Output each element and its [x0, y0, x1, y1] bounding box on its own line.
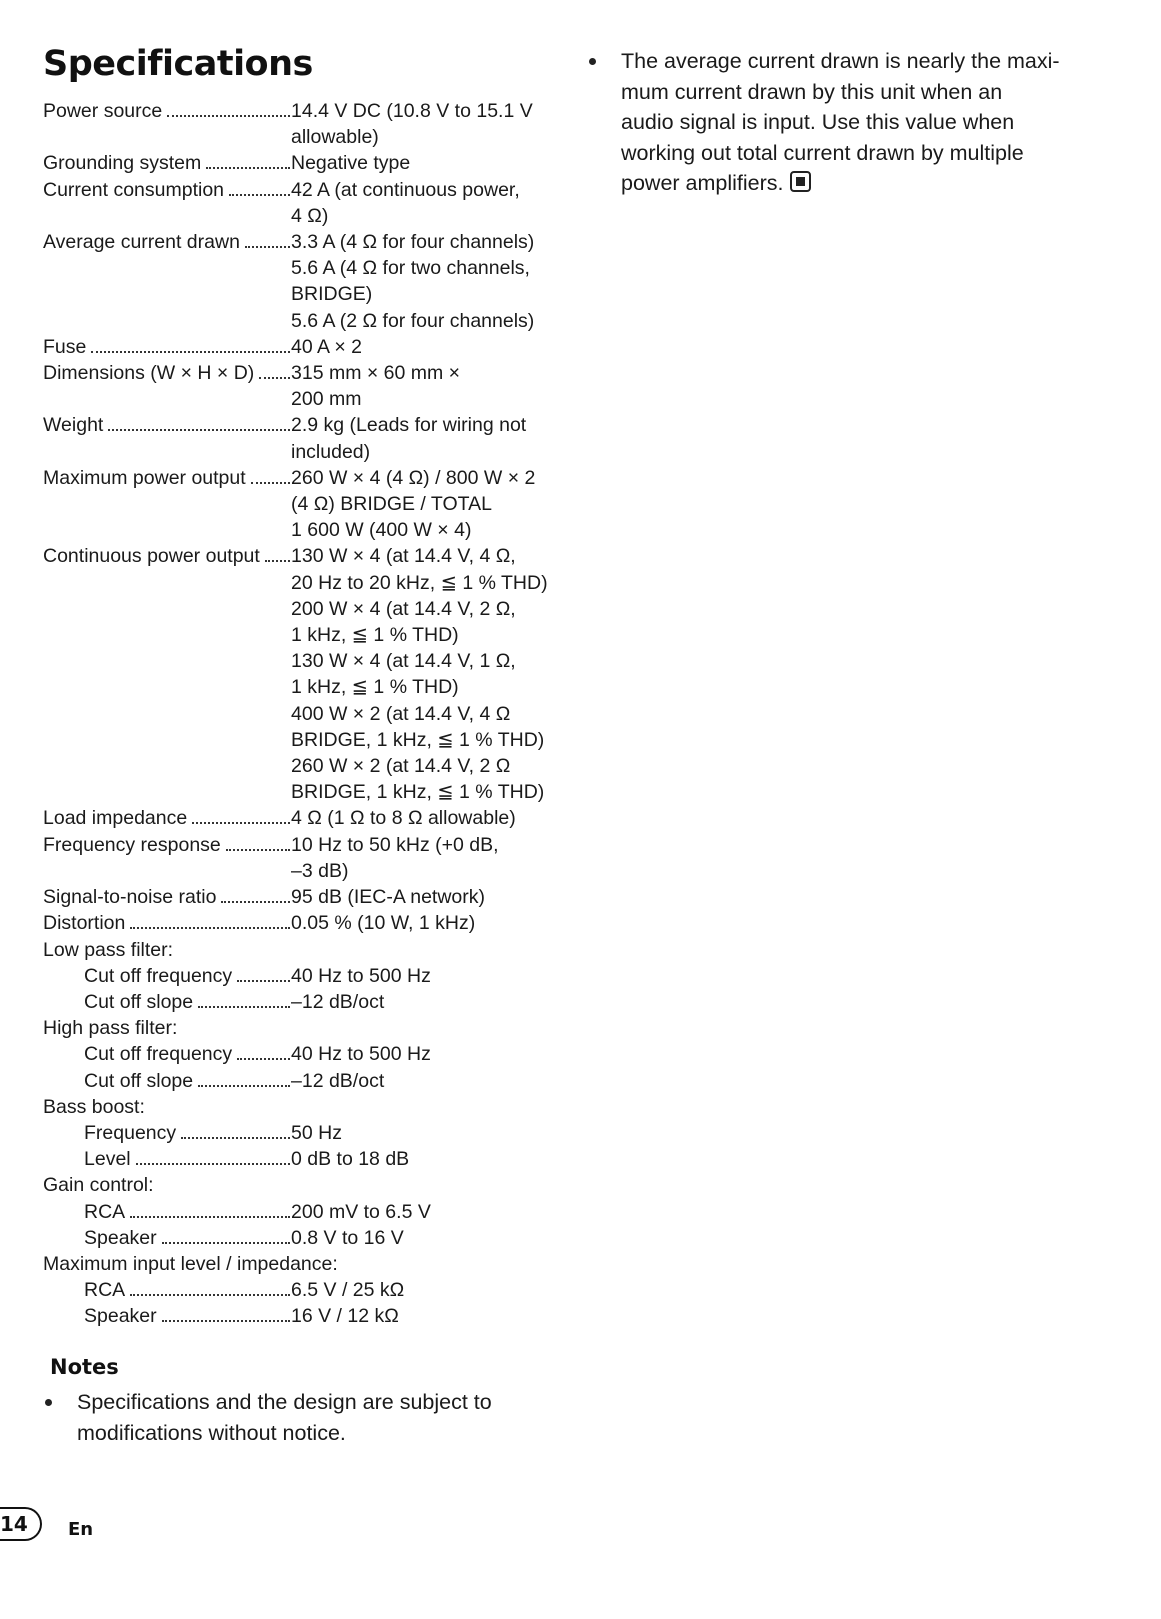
spec-value	[291, 465, 563, 544]
spec-value	[291, 150, 563, 176]
spec-category	[43, 1015, 563, 1041]
spec-label: Frequency response	[43, 833, 221, 856]
spec-value-line: 95 dB (IEC-A network)	[291, 886, 485, 909]
spec-value-line: 40 A × 2	[291, 335, 363, 358]
dot-leader	[237, 980, 290, 982]
spec-row	[43, 832, 563, 884]
spec-row	[43, 150, 563, 176]
specifications-list	[43, 98, 563, 1330]
spec-label: Speaker	[84, 1226, 157, 1249]
dot-leader	[245, 246, 290, 248]
spec-row	[43, 989, 563, 1015]
note-text-line: modifications without notice.	[77, 1420, 346, 1445]
spec-row	[43, 963, 563, 989]
spec-row	[43, 465, 563, 544]
spec-value	[291, 805, 563, 831]
spec-label: Cut off slope	[84, 990, 194, 1013]
spec-label: Frequency	[84, 1121, 177, 1144]
bullet-icon	[589, 58, 596, 65]
dot-leader	[226, 849, 290, 851]
right-note-line-text: working out total current drawn by multiple	[621, 140, 1024, 165]
spec-row	[43, 412, 563, 464]
spec-value	[291, 1303, 563, 1329]
spec-value	[291, 1225, 563, 1251]
spec-label: Maximum power output	[43, 466, 246, 489]
right-note-line-text: power amplifiers.	[621, 171, 784, 195]
spec-value	[291, 360, 563, 412]
spec-row	[43, 1068, 563, 1094]
spec-value-line: allowable)	[291, 126, 379, 149]
dot-leader	[108, 429, 290, 431]
spec-row	[43, 805, 563, 831]
spec-value-line: 400 W × 2 (at 14.4 V, 4 Ω	[291, 702, 511, 725]
spec-value-line: 0.8 V to 16 V	[291, 1226, 404, 1249]
spec-value-line: 50 Hz	[291, 1121, 342, 1144]
spec-label: Current consumption	[43, 178, 225, 201]
spec-value-line: 260 W × 4 (4 Ω) / 800 W × 2	[291, 466, 536, 489]
right-note-line-text: The average current drawn is nearly the maxi-	[621, 49, 1060, 73]
spec-value-line: included)	[291, 440, 371, 463]
spec-category-label: Gain control:	[43, 1174, 154, 1197]
dot-leader	[162, 1242, 290, 1244]
dot-leader	[259, 377, 290, 379]
spec-value	[291, 1277, 563, 1303]
dot-leader	[192, 822, 290, 824]
spec-label: Cut off slope	[84, 1069, 194, 1092]
dot-leader	[130, 1294, 290, 1296]
spec-value-line: 1 kHz, ≦ 1 % THD)	[291, 624, 459, 647]
spec-row	[43, 543, 563, 805]
spec-value-line: 16 V / 12 kΩ	[291, 1305, 399, 1328]
spec-value-line: BRIDGE)	[291, 283, 373, 306]
spec-row	[43, 334, 563, 360]
spec-row	[43, 98, 563, 150]
spec-row	[43, 1199, 563, 1225]
spec-value-line: 5.6 A (2 Ω for four channels)	[291, 309, 535, 332]
spec-label: RCA	[84, 1200, 126, 1223]
dot-leader	[206, 167, 290, 169]
spec-value	[291, 989, 563, 1015]
spec-value-line: 130 W × 4 (at 14.4 V, 1 Ω,	[291, 650, 516, 673]
dot-leader	[251, 482, 290, 484]
spec-value-line: 260 W × 2 (at 14.4 V, 2 Ω	[291, 755, 511, 778]
spec-value-line: 20 Hz to 20 kHz, ≦ 1 % THD)	[291, 571, 548, 594]
spec-value-line: 2.9 kg (Leads for wiring not	[291, 414, 527, 437]
spec-label: Load impedance	[43, 807, 188, 830]
spec-category-label: High pass filter:	[43, 1017, 178, 1040]
spec-row	[43, 177, 563, 229]
spec-row	[43, 1146, 563, 1172]
dot-leader	[265, 560, 290, 562]
right-note-line	[621, 46, 1129, 77]
spec-row	[43, 1041, 563, 1067]
spec-value-line: 200 mm	[291, 388, 362, 411]
note-item	[45, 1387, 565, 1448]
dot-leader	[229, 194, 290, 196]
bullet-icon	[45, 1399, 52, 1406]
right-note-line	[621, 77, 1129, 108]
spec-category-label: Low pass filter:	[43, 938, 174, 961]
spec-value	[291, 229, 563, 334]
spec-value	[291, 884, 563, 910]
spec-value	[291, 1041, 563, 1067]
spec-category	[43, 937, 563, 963]
spec-value-line: Negative type	[291, 152, 411, 175]
spec-value	[291, 910, 563, 936]
spec-value-line: 42 A (at continuous power,	[291, 178, 520, 201]
page-number: 14	[0, 1507, 42, 1541]
spec-value-line: 0 dB to 18 dB	[291, 1148, 410, 1171]
note-text-line: Specifications and the design are subject to	[77, 1390, 492, 1414]
spec-value-line: 6.5 V / 25 kΩ	[291, 1279, 405, 1302]
spec-label: Fuse	[43, 335, 87, 358]
dot-leader	[162, 1320, 290, 1322]
spec-row	[43, 360, 563, 412]
right-note-line	[621, 168, 1129, 199]
right-note-text	[621, 46, 1129, 199]
spec-value-line: 1 600 W (400 W × 4)	[291, 519, 472, 542]
spec-category-label: Maximum input level / impedance:	[43, 1252, 338, 1275]
spec-label: Cut off frequency	[84, 964, 233, 987]
spec-label: Power source	[43, 100, 163, 122]
spec-value-line: (4 Ω) BRIDGE / TOTAL	[291, 493, 492, 516]
right-note-line	[621, 138, 1129, 169]
spec-category	[43, 1094, 563, 1120]
spec-row	[43, 884, 563, 910]
spec-value-line: 315 mm × 60 mm ×	[291, 362, 461, 385]
spec-label: Grounding system	[43, 152, 202, 175]
dot-leader	[130, 927, 290, 929]
spec-value	[291, 963, 563, 989]
dot-leader	[237, 1058, 290, 1060]
spec-label: Level	[84, 1148, 131, 1171]
spec-category	[43, 1172, 563, 1198]
notes-heading: Notes	[50, 1355, 119, 1379]
spec-row	[43, 1120, 563, 1146]
spec-value-line: 200 mV to 6.5 V	[291, 1200, 431, 1223]
dot-leader	[167, 115, 290, 117]
spec-label: Weight	[43, 414, 104, 437]
right-note-line-text: mum current drawn by this unit when an	[621, 79, 1003, 104]
spec-value-line: 4 Ω)	[291, 204, 329, 227]
spec-value	[291, 334, 563, 360]
right-note	[589, 46, 1129, 199]
spec-value-line: 5.6 A (4 Ω for two channels,	[291, 257, 530, 280]
spec-value	[291, 543, 563, 805]
right-note-line-text: audio signal is input. Use this value when	[621, 110, 1015, 134]
dot-leader	[130, 1216, 290, 1218]
spec-row	[43, 229, 563, 334]
right-note-line	[621, 107, 1129, 138]
spec-row	[43, 910, 563, 936]
dot-leader	[198, 1006, 290, 1008]
spec-value-line: 10 Hz to 50 kHz (+0 dB,	[291, 833, 499, 856]
spec-value-line: 130 W × 4 (at 14.4 V, 4 Ω,	[291, 545, 516, 568]
spec-label: Signal-to-noise ratio	[43, 886, 217, 909]
spec-label: Continuous power output	[43, 545, 260, 568]
spec-value	[291, 1199, 563, 1225]
spec-label: Average current drawn	[43, 231, 240, 254]
spec-value-line: BRIDGE, 1 kHz, ≦ 1 % THD)	[291, 781, 545, 804]
spec-value	[291, 1146, 563, 1172]
spec-label: RCA	[84, 1279, 126, 1302]
spec-value-line: 200 W × 4 (at 14.4 V, 2 Ω,	[291, 597, 516, 620]
spec-value-line: –3 dB)	[291, 859, 349, 882]
spec-category	[43, 1251, 563, 1277]
spec-row	[43, 1277, 563, 1303]
spec-value	[291, 98, 563, 150]
page-title: Specifications	[43, 44, 313, 84]
spec-value-line: 4 Ω (1 Ω to 8 Ω allowable)	[291, 807, 516, 830]
spec-label: Speaker	[84, 1305, 157, 1328]
dot-leader	[221, 901, 290, 903]
spec-row	[43, 1225, 563, 1251]
dot-leader	[198, 1085, 290, 1087]
end-mark-icon	[790, 171, 811, 192]
spec-value	[291, 1068, 563, 1094]
spec-label: Cut off frequency	[84, 1043, 233, 1066]
spec-value	[291, 412, 563, 464]
language-label: En	[68, 1519, 94, 1540]
spec-label: Dimensions (W × H × D)	[43, 362, 255, 385]
dot-leader	[91, 351, 290, 353]
spec-value-line: 1 kHz, ≦ 1 % THD)	[291, 676, 459, 699]
spec-value-line: –12 dB/oct	[291, 1069, 385, 1092]
spec-label: Distortion	[43, 912, 126, 935]
note-text	[77, 1387, 565, 1448]
spec-value-line: 14.4 V DC (10.8 V to 15.1 V	[291, 100, 533, 122]
spec-value-line: 0.05 % (10 W, 1 kHz)	[291, 912, 476, 935]
spec-value	[291, 1120, 563, 1146]
spec-value	[291, 832, 563, 884]
spec-row	[43, 1303, 563, 1329]
dot-leader	[181, 1137, 290, 1139]
spec-value-line: 40 Hz to 500 Hz	[291, 1043, 431, 1066]
spec-category-label: Bass boost:	[43, 1095, 145, 1118]
spec-value	[291, 177, 563, 229]
dot-leader	[136, 1163, 290, 1165]
spec-value-line: –12 dB/oct	[291, 990, 385, 1013]
spec-value-line: 3.3 A (4 Ω for four channels)	[291, 231, 535, 254]
spec-value-line: 40 Hz to 500 Hz	[291, 964, 431, 987]
spec-value-line: BRIDGE, 1 kHz, ≦ 1 % THD)	[291, 728, 545, 751]
